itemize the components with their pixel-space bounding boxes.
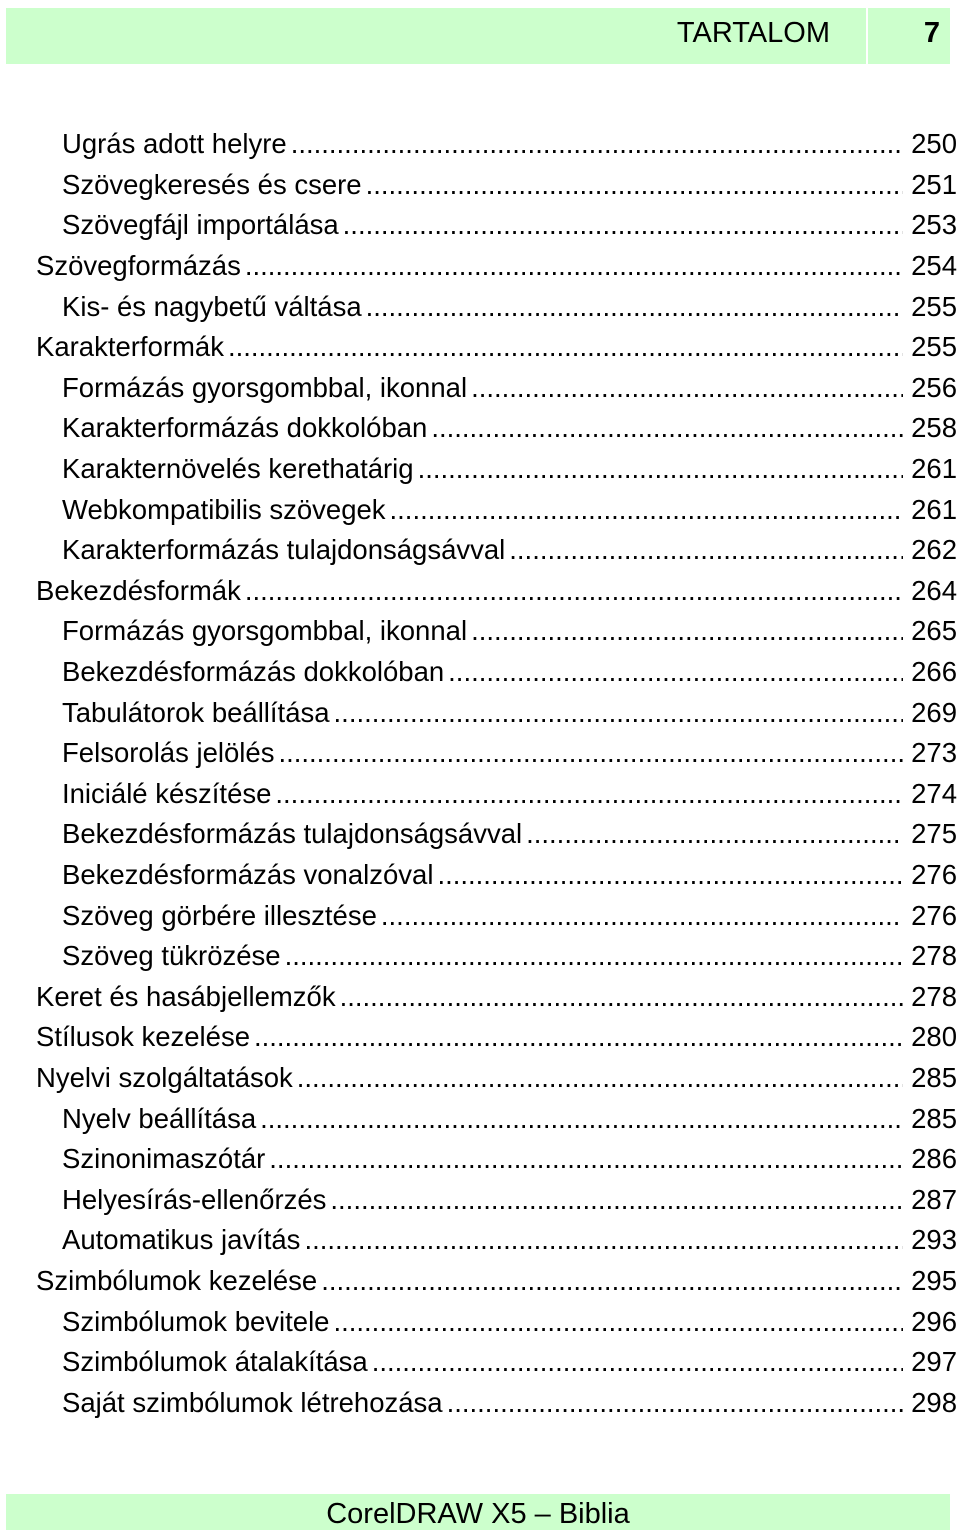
dot-leader — [431, 408, 903, 448]
toc-entry[interactable] — [0, 1220, 960, 1261]
toc-entry-title: Szimbólumok bevitele — [62, 1302, 331, 1342]
toc-entry-title: Formázás gyorsgombbal, ikonnal — [62, 368, 469, 408]
dot-leader — [418, 449, 904, 489]
toc-entry-page-number: 269 — [905, 693, 960, 733]
toc-entry-page-number: 266 — [905, 652, 960, 692]
toc-entry-title: Bekezdésformák — [36, 571, 243, 611]
toc-entry-page-number: 256 — [905, 368, 960, 408]
dot-leader — [297, 1058, 903, 1098]
running-footer-title: CorelDRAW X5 – Biblia — [326, 1498, 630, 1530]
running-header-title: TARTALOM — [676, 17, 830, 49]
toc-entry[interactable] — [0, 1058, 960, 1099]
dot-leader — [390, 490, 904, 530]
toc-entry-page-number: 297 — [905, 1342, 960, 1382]
toc-entry-page-number: 276 — [905, 896, 960, 936]
toc-entry-title: Karakterformázás tulajdonságsávval — [62, 530, 507, 570]
toc-entry-title: Iniciálé készítése — [62, 774, 273, 814]
toc-entry-title: Ugrás adott helyre — [62, 124, 289, 164]
dot-leader — [275, 774, 903, 814]
toc-entry[interactable] — [0, 611, 960, 652]
toc-entry-title: Keret és hasábjellemzők — [36, 977, 338, 1017]
toc-entry-page-number: 255 — [905, 327, 960, 367]
toc-entry-title: Szövegformázás — [36, 246, 243, 286]
dot-leader — [333, 1302, 903, 1342]
toc-entry[interactable] — [0, 1342, 960, 1383]
dot-leader — [278, 733, 903, 773]
dot-leader — [366, 165, 904, 205]
page-number: 7 — [923, 17, 940, 49]
toc-entry[interactable] — [0, 976, 960, 1017]
toc-entry[interactable] — [0, 327, 960, 368]
toc-entry-page-number: 261 — [905, 490, 960, 530]
dot-leader — [330, 1180, 903, 1220]
toc-entry[interactable] — [0, 368, 960, 409]
toc-entry-page-number: 273 — [905, 733, 960, 773]
toc-entry-title: Szövegfájl importálása — [62, 205, 341, 245]
toc-entry[interactable] — [0, 1139, 960, 1180]
toc-entry[interactable] — [0, 814, 960, 855]
toc-entry[interactable] — [0, 855, 960, 896]
toc-entry-page-number: 278 — [905, 936, 960, 976]
dot-leader — [254, 1017, 903, 1057]
toc-entry-page-number: 296 — [905, 1302, 960, 1342]
toc-entry-title: Bekezdésformázás dokkolóban — [62, 652, 446, 692]
toc-entry-page-number: 287 — [905, 1180, 960, 1220]
toc-entry[interactable] — [0, 936, 960, 977]
dot-leader — [509, 530, 903, 570]
toc-entry-page-number: 285 — [905, 1099, 960, 1139]
toc-entry[interactable] — [0, 489, 960, 530]
dot-leader — [447, 1383, 904, 1423]
toc-entry-page-number: 253 — [905, 205, 960, 245]
toc-entry-title: Bekezdésformázás tulajdonságsávval — [62, 814, 524, 854]
toc-entry-page-number: 255 — [905, 287, 960, 327]
toc-entry[interactable] — [0, 246, 960, 287]
toc-entry[interactable] — [0, 1098, 960, 1139]
dot-leader — [448, 652, 903, 692]
dot-leader — [269, 1139, 903, 1179]
toc-entry[interactable] — [0, 571, 960, 612]
dot-leader — [471, 368, 903, 408]
dot-leader — [228, 327, 903, 367]
dot-leader — [304, 1220, 903, 1260]
dot-leader — [372, 1342, 903, 1382]
toc-entry[interactable] — [0, 895, 960, 936]
toc-entry-title: Szinonimaszótár — [62, 1139, 267, 1179]
toc-entry-title: Szöveg görbére illesztése — [62, 896, 379, 936]
toc-entry-title: Tabulátorok beállítása — [62, 693, 332, 733]
toc-entry[interactable] — [0, 733, 960, 774]
toc-entry-page-number: 295 — [905, 1261, 960, 1301]
dot-leader — [245, 246, 903, 286]
toc-entry[interactable] — [0, 1179, 960, 1220]
toc-entry-page-number: 286 — [905, 1139, 960, 1179]
toc-entry-page-number: 264 — [905, 571, 960, 611]
toc-entry-title: Stílusok kezelése — [36, 1017, 252, 1057]
toc-entry-page-number: 278 — [905, 977, 960, 1017]
toc-entry[interactable] — [0, 530, 960, 571]
dot-leader — [321, 1261, 903, 1301]
toc-entry[interactable] — [0, 774, 960, 815]
toc-entry-title: Saját szimbólumok létrehozása — [62, 1383, 445, 1423]
toc-entry[interactable] — [0, 124, 960, 165]
toc-entry-page-number: 250 — [905, 124, 960, 164]
dot-leader — [366, 287, 903, 327]
toc-entry[interactable] — [0, 408, 960, 449]
dot-leader — [343, 205, 903, 245]
header-divider — [866, 8, 868, 64]
toc-entry-title: Karakterformázás dokkolóban — [62, 408, 429, 448]
dot-leader — [471, 611, 903, 651]
toc-entry[interactable] — [0, 692, 960, 733]
toc-entry-page-number: 274 — [905, 774, 960, 814]
toc-entry-title: Webkompatibilis szövegek — [62, 490, 388, 530]
toc-entry-page-number: 258 — [905, 408, 960, 448]
toc-entry-title: Szimbólumok kezelése — [36, 1261, 319, 1301]
toc-entry[interactable] — [0, 652, 960, 693]
toc-entry-title: Karakterformák — [36, 327, 226, 367]
page-footer — [6, 1494, 950, 1530]
toc-entry-title: Felsorolás jelölés — [62, 733, 276, 773]
dot-leader — [285, 936, 904, 976]
toc-entry-page-number: 261 — [905, 449, 960, 489]
dot-leader — [291, 124, 903, 164]
toc-entry-page-number: 285 — [905, 1058, 960, 1098]
table-of-contents — [0, 124, 960, 1423]
toc-entry[interactable] — [0, 205, 960, 246]
toc-entry[interactable] — [0, 165, 960, 206]
toc-entry-page-number: 275 — [905, 814, 960, 854]
toc-entry[interactable] — [0, 1261, 960, 1302]
dot-leader — [260, 1099, 903, 1139]
toc-entry-title: Automatikus javítás — [62, 1220, 302, 1260]
dot-leader — [437, 855, 903, 895]
dot-leader — [340, 977, 904, 1017]
toc-entry[interactable] — [0, 449, 960, 490]
toc-entry-page-number: 280 — [905, 1017, 960, 1057]
toc-entry-page-number: 254 — [905, 246, 960, 286]
toc-entry-page-number: 298 — [905, 1383, 960, 1423]
dot-leader — [334, 693, 904, 733]
page-header — [6, 8, 950, 64]
toc-entry-title: Kis- és nagybetű váltása — [62, 287, 364, 327]
toc-entry-page-number: 262 — [905, 530, 960, 570]
toc-entry-page-number: 293 — [905, 1220, 960, 1260]
toc-entry[interactable] — [0, 286, 960, 327]
toc-entry-page-number: 251 — [905, 165, 960, 205]
toc-entry-title: Szövegkeresés és csere — [62, 165, 364, 205]
toc-entry[interactable] — [0, 1017, 960, 1058]
toc-entry-title: Bekezdésformázás vonalzóval — [62, 855, 435, 895]
toc-entry-title: Szöveg tükrözése — [62, 936, 283, 976]
dot-leader — [526, 814, 903, 854]
toc-entry[interactable] — [0, 1382, 960, 1423]
dot-leader — [381, 896, 903, 936]
toc-entry-title: Nyelv beállítása — [62, 1099, 258, 1139]
toc-entry-page-number: 265 — [905, 611, 960, 651]
toc-entry-page-number: 276 — [905, 855, 960, 895]
toc-entry-title: Szimbólumok átalakítása — [62, 1342, 370, 1382]
toc-entry-title: Nyelvi szolgáltatások — [36, 1058, 295, 1098]
toc-entry[interactable] — [0, 1301, 960, 1342]
toc-entry-title: Formázás gyorsgombbal, ikonnal — [62, 611, 469, 651]
toc-entry-title: Helyesírás-ellenőrzés — [62, 1180, 328, 1220]
toc-entry-title: Karakternövelés kerethatárig — [62, 449, 416, 489]
dot-leader — [245, 571, 903, 611]
